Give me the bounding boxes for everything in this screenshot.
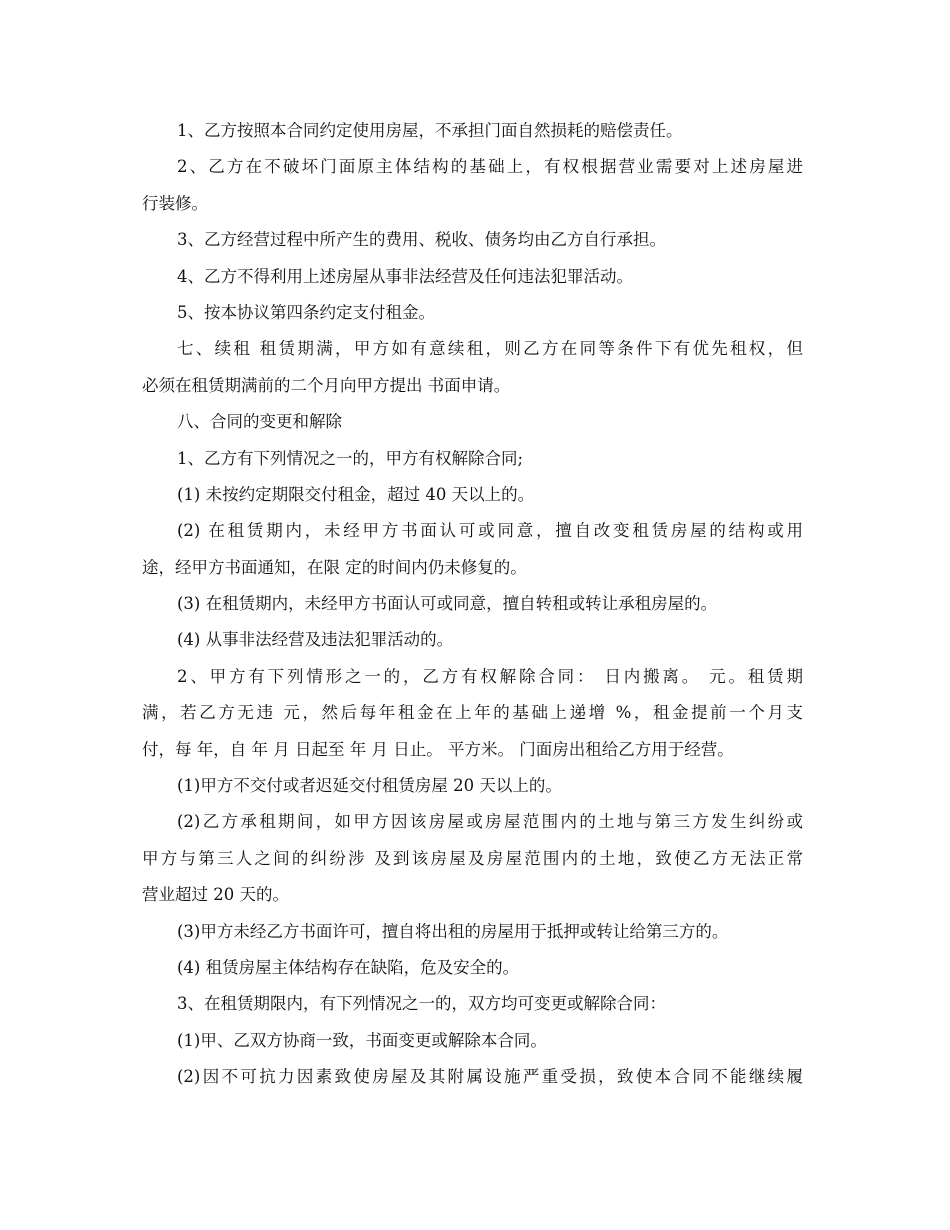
sub-clause-line: (3)甲方未经乙方书面许可，擅自将出租的房屋用于抵押或转让给第三方的。 — [177, 921, 729, 941]
clause-line-continuation: 必须在租赁期满前的二个月向甲方提出 书面申请。 — [142, 375, 511, 395]
clause-line: 1、乙方有下列情况之一的，甲方有权解除合同; — [177, 448, 524, 468]
clause-line-continuation: 甲方与第三人之间的纠纷涉 及到该房屋及房屋范围内的土地，致使乙方无法正常 — [142, 848, 803, 868]
clause-line: 5、按本协议第四条约定支付租金。 — [177, 302, 435, 322]
sub-clause-line: (4) 租赁房屋主体结构存在缺陷，危及安全的。 — [177, 957, 520, 977]
section-heading-renewal: 七、续租 租赁期满，甲方如有意续租，则乙方在同等条件下有优先租权，但 — [177, 339, 803, 359]
sub-clause-line: (2) 在租赁期内，未经甲方书面认可或同意，擅自改变租赁房屋的结构或用 — [177, 521, 803, 541]
clause-line: 3、在租赁期限内，有下列情况之一的，双方均可变更或解除合同： — [177, 994, 666, 1014]
sub-clause-line: (1)甲、乙双方协商一致，书面变更或解除本合同。 — [177, 1030, 547, 1050]
clause-line: 1、乙方按照本合同约定使用房屋，不承担门面自然损耗的赔偿责任。 — [177, 121, 683, 140]
clause-line-continuation: 满，若乙方无违 元，然后每年租金在上年的基础上递增 %，租金提前一个月支 — [142, 703, 803, 723]
sub-clause-line: (2)乙方承租期间，如甲方因该房屋或房屋范围内的土地与第三方发生纠纷或 — [177, 812, 803, 832]
clause-line: 3、乙方经营过程中所产生的费用、税收、债务均由乙方自行承担。 — [177, 230, 666, 250]
sub-clause-line: (2)因不可抗力因素致使房屋及其附属设施严重受损，致使本合同不能继续履 — [177, 1067, 803, 1087]
clause-line-continuation: 途，经甲方书面通知，在限 定的时间内仍未修复的。 — [142, 557, 527, 577]
clause-line: 2、甲方有下列情形之一的，乙方有权解除合同： 日内搬离。 元。租赁期 — [177, 666, 803, 686]
clause-line-continuation: 行装修。 — [142, 193, 208, 213]
clause-line: 2、乙方在不破坏门面原主体结构的基础上，有权根据营业需要对上述房屋进 — [177, 157, 803, 177]
clause-line: 4、乙方不得利用上述房屋从事非法经营及任何违法犯罪活动。 — [177, 266, 633, 286]
sub-clause-line: (4) 从事非法经营及违法犯罪活动的。 — [177, 630, 454, 650]
section-heading-termination: 八、合同的变更和解除 — [177, 412, 342, 432]
clause-line-continuation: 付，每 年，自 年 月 日起至 年 月 日止。 平方米。 门面房出租给乙方用于经营。 — [142, 739, 734, 759]
sub-clause-line: (3) 在租赁期内，未经甲方书面认可或同意，擅自转租或转让承租房屋的。 — [177, 594, 718, 614]
clause-line-continuation: 营业超过 20 天的。 — [142, 885, 289, 905]
sub-clause-line: (1)甲方不交付或者迟延交付租赁房屋 20 天以上的。 — [177, 776, 562, 796]
sub-clause-line: (1) 未按约定期限交付租金，超过 40 天以上的。 — [177, 484, 535, 504]
